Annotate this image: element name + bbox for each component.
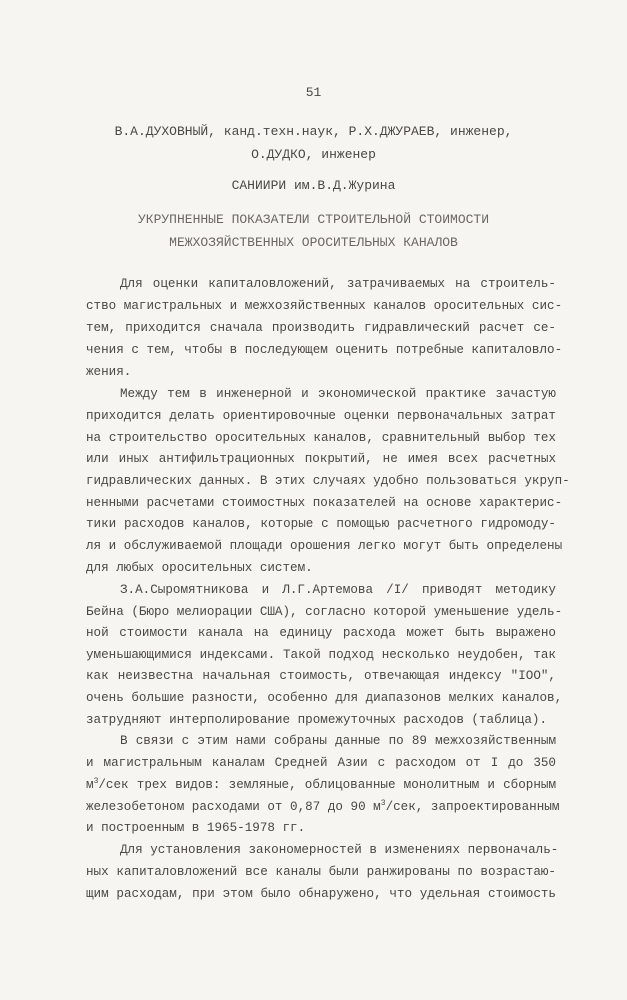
body-text-line: уменьшающимися индексами. Такой подход несколько неудобен, так [86,648,556,662]
body-text-line: ной стоимости канала на единицу расхода может быть выражено [86,626,556,640]
body-text-line: ненными расчетами стоимостных показателей на основе характерис- [86,496,563,510]
article-title-line-2: МЕЖХОЗЯЙСТВЕННЫХ ОРОСИТЕЛЬНЫХ КАНАЛОВ [169,235,458,250]
text-span: м [86,778,94,792]
body-text-line: тики расходов каналов, которые с помощью расчетного гидромоду- [86,517,556,531]
body-text-line [86,798,560,815]
authors-line-2: О.ДУДКО, инженер [251,147,376,162]
body-text-line: жения. [86,365,132,379]
text-span: железобетоном расходами от 0,87 до 90 м [86,800,381,814]
superscript: 3 [93,776,99,786]
body-text-line: на строительство оросительных каналов, сравнительный выбор тех [86,431,556,445]
superscript: 3 [380,798,386,808]
body-text-line: очень большие разности, особенно для диапазонов мелких каналов, [86,691,563,705]
authors-line-1: В.А.ДУХОВНЫЙ, канд.техн.наук, Р.Х.ДЖУРАЕВ, инженер, [114,124,513,139]
body-text-line: Для оценки капиталовложений, затрачиваемых на строитель- [120,277,556,291]
article-title-line-1: УКРУПНЕННЫЕ ПОКАЗАТЕЛИ СТРОИТЕЛЬНОЙ СТОИМОСТИ [137,212,490,227]
body-text-line: ство магистральных и межхозяйственных каналов оросительных сис- [86,299,563,313]
body-text-line: ных капиталовложений все каналы были ранжированы по возрастаю- [86,865,556,879]
body-text-line: В связи с этим нами собраны данные по 89 межхозяйственным [120,734,556,748]
text-span: /сек трех видов: земляные, облицованные монолитным и сборным [98,778,556,792]
body-text-line: чения с тем, чтобы в последующем оценить потребные капиталовло- [86,343,563,357]
text-span: /сек, запроектированным [385,800,560,814]
body-text-line [86,777,556,793]
institution: САНИИРИ им.В.Д.Журина [231,178,396,193]
body-text-line: гидравлических данных. В этих случаях удобно пользоваться укруп- [86,474,570,488]
body-text-line: для любых оросительных систем. [86,561,313,575]
body-text-line: Для установления закономерностей в изменениях первоначаль- [120,843,559,857]
body-text-line: ля и обслуживаемой площади орошения легко могут быть определены [86,539,563,553]
body-text-line: З.А.Сыромятникова и Л.Г.Артемова /I/ приводят методику [120,583,556,597]
body-text-line: как неизвестна начальная стоимость, отвечающая индексу "IOO", [86,669,556,683]
body-text-line: затрудняют интерполирование промежуточных расходов (таблица). [86,713,548,727]
body-text-line: или иных антифильтрационных покрытий, не имея всех расчетных [86,452,556,466]
body-text-line: Бейна (Бюро мелиорации США), согласно которой уменьшение удель- [86,605,563,619]
body-text-line: Между тем в инженерной и экономической практике зачастую [120,387,556,401]
body-text-line: тем, приходится сначала производить гидравлический расчет се- [86,321,556,335]
body-text-line: и построенным в 1965-1978 гг. [86,821,306,835]
page-number: 51 [305,85,322,100]
body-text-line: щим расходам, при этом было обнаружено, что удельная стоимость [86,887,556,901]
body-text-line: и магистральным каналам Средней Азии с расходом от I до 350 [86,756,556,770]
body-text-line: приходится делать ориентировочные оценки первоначальных затрат [86,409,556,423]
